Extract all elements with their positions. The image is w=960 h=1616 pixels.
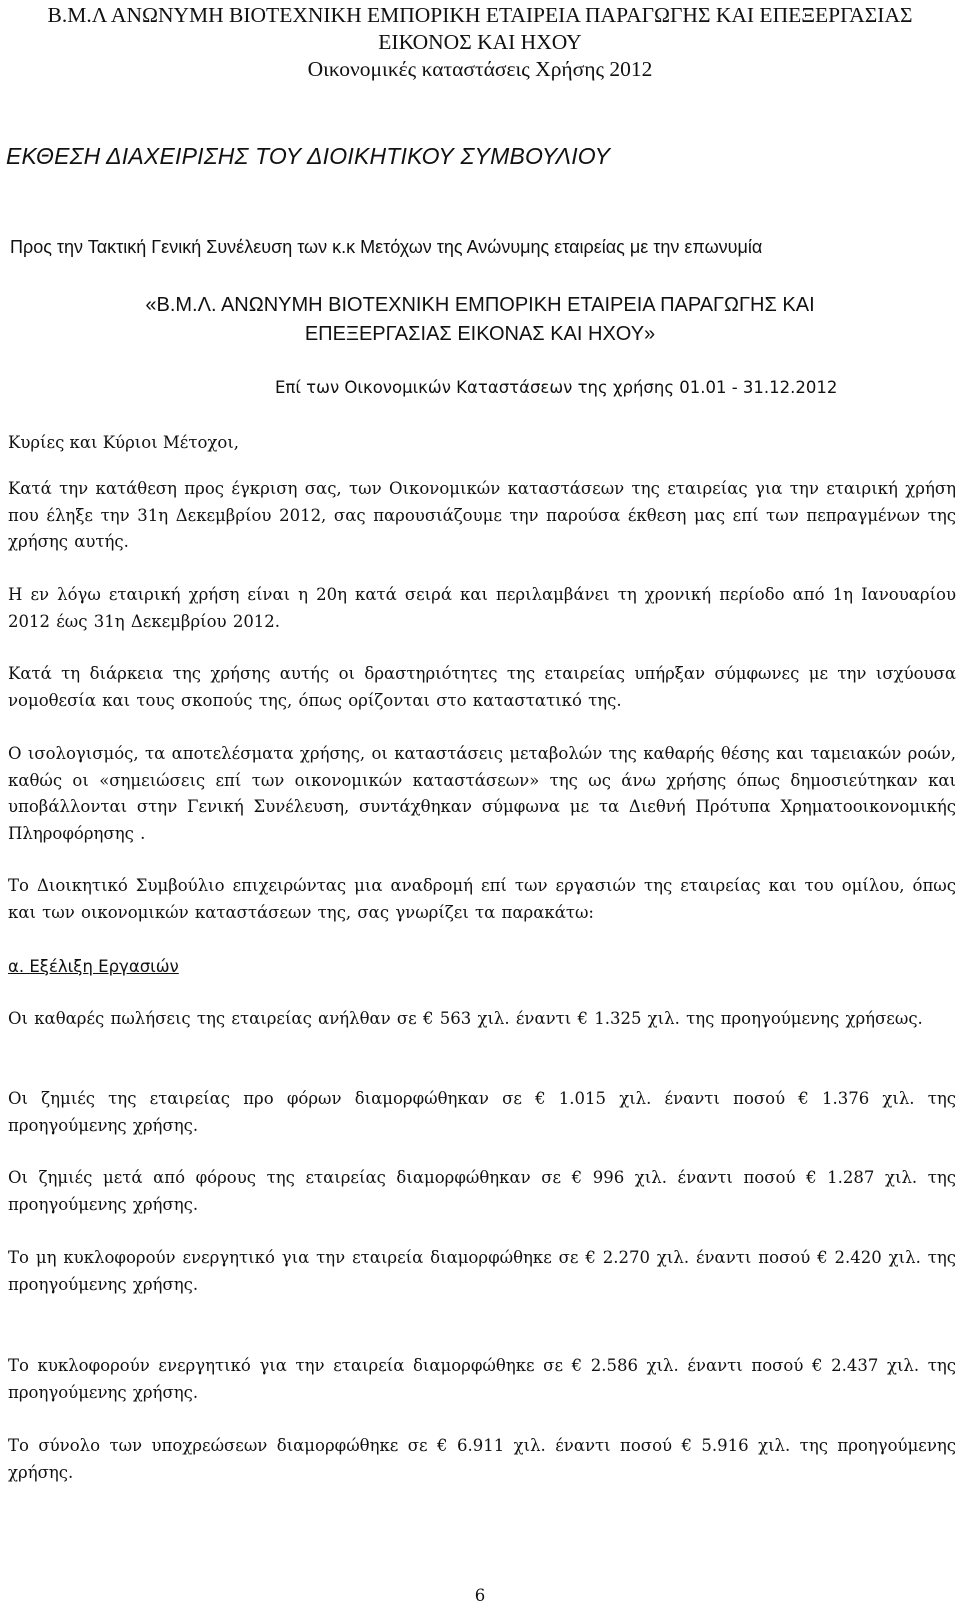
paragraph-fiscal-year: Η εν λόγω εταιρική χρήση είναι η 20η κατά σειρά και περιλαμβάνει τη χρονική περίοδο από 1η Ιανουαρίου 2012 έως 31η Δεκεμβρίου 2012. [8,585,956,631]
page-number: 6 [474,1586,486,1605]
header-financial-statements-line: Οικονομικές καταστάσεις Χρήσης 2012 [307,57,653,81]
result-loss-after-tax: Οι ζημιές μετά από φόρους της εταιρείας διαμορφώθηκαν σε € 996 χιλ. έναντι ποσού € 1.287 χιλ. της προηγούμενης χρήσης. [8,1168,956,1214]
paragraph-statements: Ο ισολογισμός, τα αποτελέσματα χρήσης, οι καταστάσεις μεταβολών της καθαρής θέσης και ταμειακών ροών, καθώς οι «σημειώσεις επί των οικονομικών καταστάσεων» της ως άνω χρήσης όπως δημοσιεύτηκαν και υποβάλλονται στην Γενική Συνέλευση, συντάχθηκαν σύμφωνα με τα Διεθνή Πρότυπα Χρηματοοικονομικής Πληροφόρησης . [8,744,956,843]
paragraph-board-review: Το Διοικητικό Συμβούλιο επιχειρώντας μια αναδρομή επί των εργασιών της εταιρείας και του ομίλου, όπως και των οικονομικών καταστάσεων της, σας γνωρίζει τα παρακάτω: [8,876,956,922]
header-company-line-1: Β.Μ.Λ ΑΝΩΝΥΜΗ ΒΙΟΤΕΧΝΙΚΗ ΕΜΠΟΡΙΚΗ ΕΤΑΙΡΕΙΑ ΠΑΡΑΓΩΓΗΣ ΚΑΙ ΕΠΕΞΕΡΓΑΣΙΑΣ [47,3,913,27]
company-name-line-1: «Β.Μ.Λ. ΑΝΩΝΥΜΗ ΒΙΟΤΕΧΝΙΚΗ ΕΜΠΟΡΙΚΗ ΕΤΑΙΡΕΙΑ ΠΑΡΑΓΩΓΗΣ ΚΑΙ [145,294,815,316]
salutation: Κυρίες και Κύριοι Μέτοχοι, [8,433,240,452]
paragraph-activities: Κατά τη διάρκεια της χρήσης αυτής οι δραστηριότητες της εταιρείας υπήρξαν σύμφωνες με την ισχύουσα νομοθεσία και τους σκοπούς της, όπως ορίζονται στο καταστατικό της. [8,664,956,710]
section-heading-business-development: α. Εξέλιξη Εργασιών [8,957,179,976]
result-net-sales: Οι καθαρές πωλήσεις της εταιρείας ανήλθαν σε € 563 χιλ. έναντι € 1.325 χιλ. της προηγούμενης χρήσεως. [8,1009,923,1028]
result-total-liabilities: Το σύνολο των υποχρεώσεων διαμορφώθηκε σε € 6.911 χιλ. έναντι ποσού € 5.916 χιλ. της προηγούμενης χρήσης. [8,1436,956,1482]
company-name-line-2: ΕΠΕΞΕΡΓΑΣΙΑΣ ΕΙΚΟΝΑΣ ΚΑΙ ΗΧΟΥ» [304,323,656,345]
result-non-current-assets: Το μη κυκλοφορούν ενεργητικό για την εταιρεία διαμορφώθηκε σε € 2.270 χιλ. έναντι ποσού € 2.420 χιλ. της προηγούμενης χρήσης. [8,1248,956,1294]
header-company-line-2: ΕΙΚΟΝΟΣ ΚΑΙ ΗΧΟΥ [378,30,582,54]
report-title: ΕΚΘΕΣΗ ΔΙΑΧΕΙΡΙΣΗΣ ΤΟΥ ΔΙΟΙΚΗΤΙΚΟΥ ΣΥΜΒΟΥΛΙΟΥ [6,143,611,169]
company-name [80,291,880,349]
result-current-assets: Το κυκλοφορούν ενεργητικό για την εταιρεία διαμορφώθηκε σε € 2.586 χιλ. έναντι ποσού € 2.437 χιλ. της προηγούμενης χρήσης. [8,1356,956,1402]
document-header [0,2,960,83]
reporting-period: Επί των Οικονομικών Καταστάσεων της χρήσης 01.01 - 31.12.2012 [275,378,838,397]
result-loss-before-tax: Οι ζημιές της εταιρείας προ φόρων διαμορφώθηκαν σε € 1.015 χιλ. έναντι ποσού € 1.376 χιλ. της προηγούμενης χρήσης. [8,1089,956,1135]
paragraph-submission: Κατά την κατάθεση προς έγκριση σας, των Οικονομικών καταστάσεων της εταιρείας για την εταιρική χρήση που έληξε την 31η Δεκεμβρίου 2012, σας παρουσιάζουμε την παρούσα έκθεση μας επί των πεπραγμένων της χρήσης αυτής. [8,479,956,551]
addressee-line: Προς την Τακτική Γενική Συνέλευση των κ.κ Μετόχων της Ανώνυμης εταιρείας με την επωνυμία [10,237,763,257]
